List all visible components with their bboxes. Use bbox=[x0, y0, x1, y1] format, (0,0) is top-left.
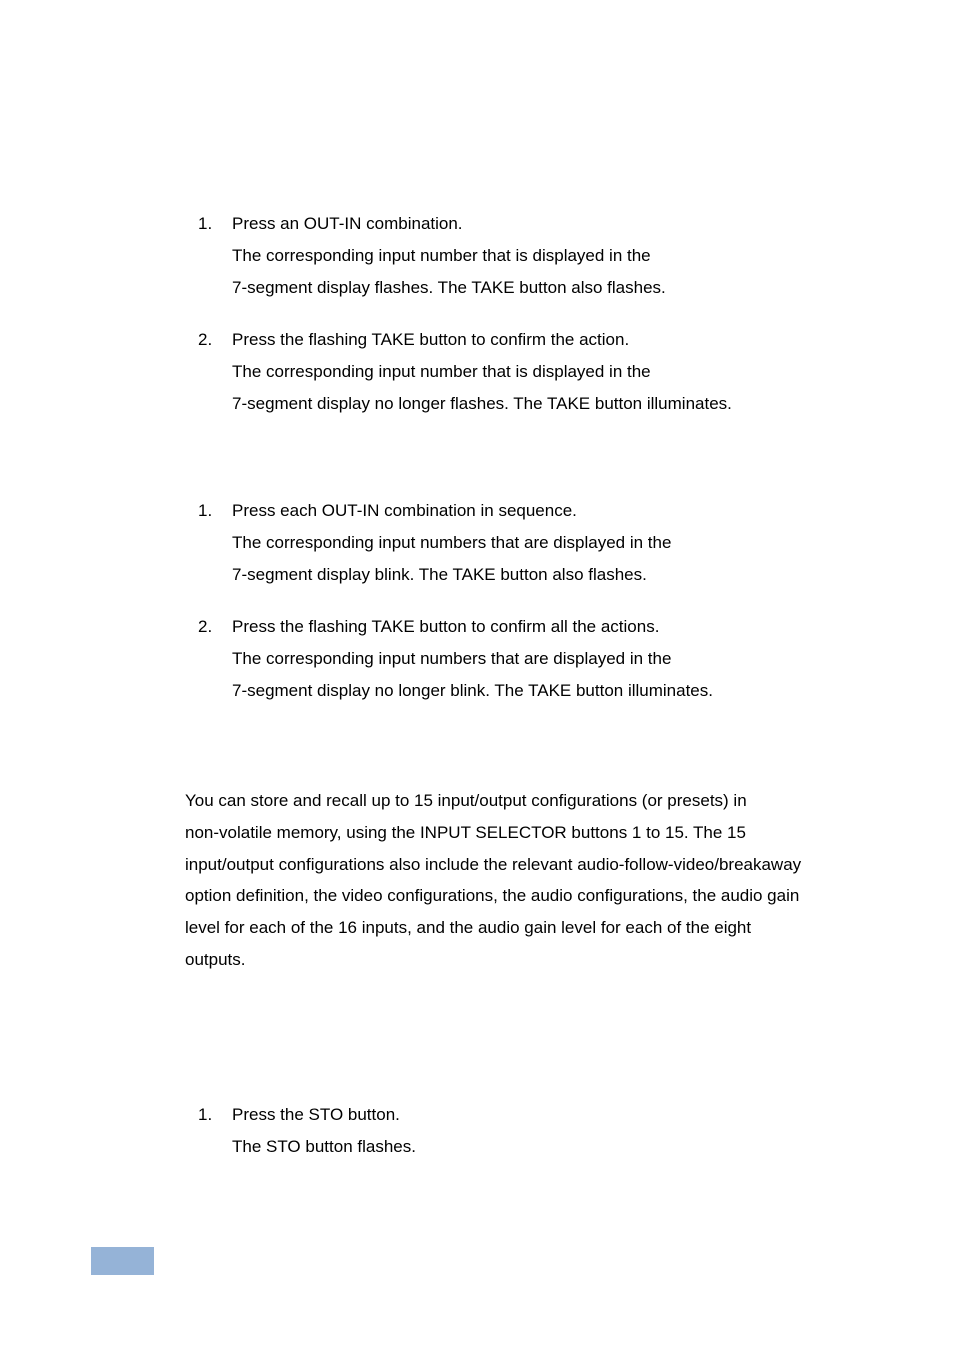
page-footer-tab bbox=[91, 1247, 154, 1275]
text-line: Press an OUT-IN combination. bbox=[232, 214, 463, 233]
presets-description-paragraph bbox=[185, 785, 855, 976]
list-item-text bbox=[232, 324, 832, 419]
text-line: outputs. bbox=[185, 949, 246, 969]
list-item-text bbox=[232, 208, 832, 303]
text-line: The corresponding input number that is displayed in the bbox=[232, 361, 651, 381]
text-line: The STO button flashes. bbox=[232, 1136, 416, 1156]
text-line: level for each of the 16 inputs, and the audio gain level for each of the eight bbox=[185, 918, 752, 938]
text-line: Press each OUT-IN combination in sequence. bbox=[232, 501, 577, 520]
list-item-text bbox=[232, 1099, 832, 1163]
text-line: non-volatile memory, using the INPUT SELECTOR buttons 1 to 15. The 15 bbox=[185, 822, 746, 842]
list-item-text bbox=[232, 611, 832, 706]
text-line: input/output configurations also include the relevant audio-follow-video/breakaway bbox=[185, 854, 802, 874]
text-line: You can store and recall up to 15 input/output configurations (or presets) in bbox=[185, 791, 747, 810]
list-item-number: 1. bbox=[198, 1105, 213, 1124]
list-item-number: 1. bbox=[198, 214, 213, 233]
text-line: option definition, the video configurations, the audio configurations, the audio gain bbox=[185, 886, 800, 906]
text-line: Press the STO button. bbox=[232, 1105, 400, 1124]
text-line: The corresponding input numbers that are displayed in the bbox=[232, 648, 672, 668]
text-line: Press the flashing TAKE button to confirm the action. bbox=[232, 330, 630, 349]
text-line: 7-segment display blink. The TAKE button also flashes. bbox=[232, 564, 647, 584]
text-line: The corresponding input numbers that are displayed in the bbox=[232, 532, 672, 552]
text-line: The corresponding input number that is displayed in the bbox=[232, 245, 651, 265]
list-item-number: 2. bbox=[198, 617, 213, 636]
list-item-number: 1. bbox=[198, 501, 213, 520]
list-item-text bbox=[232, 495, 832, 590]
text-line: 7-segment display no longer blink. The TAKE button illuminates. bbox=[232, 680, 713, 700]
list-item-number: 2. bbox=[198, 330, 213, 349]
text-line: Press the flashing TAKE button to confirm all the actions. bbox=[232, 617, 660, 636]
text-line: 7-segment display no longer flashes. The TAKE button illuminates. bbox=[232, 393, 732, 413]
text-line: 7-segment display flashes. The TAKE button also flashes. bbox=[232, 277, 666, 297]
